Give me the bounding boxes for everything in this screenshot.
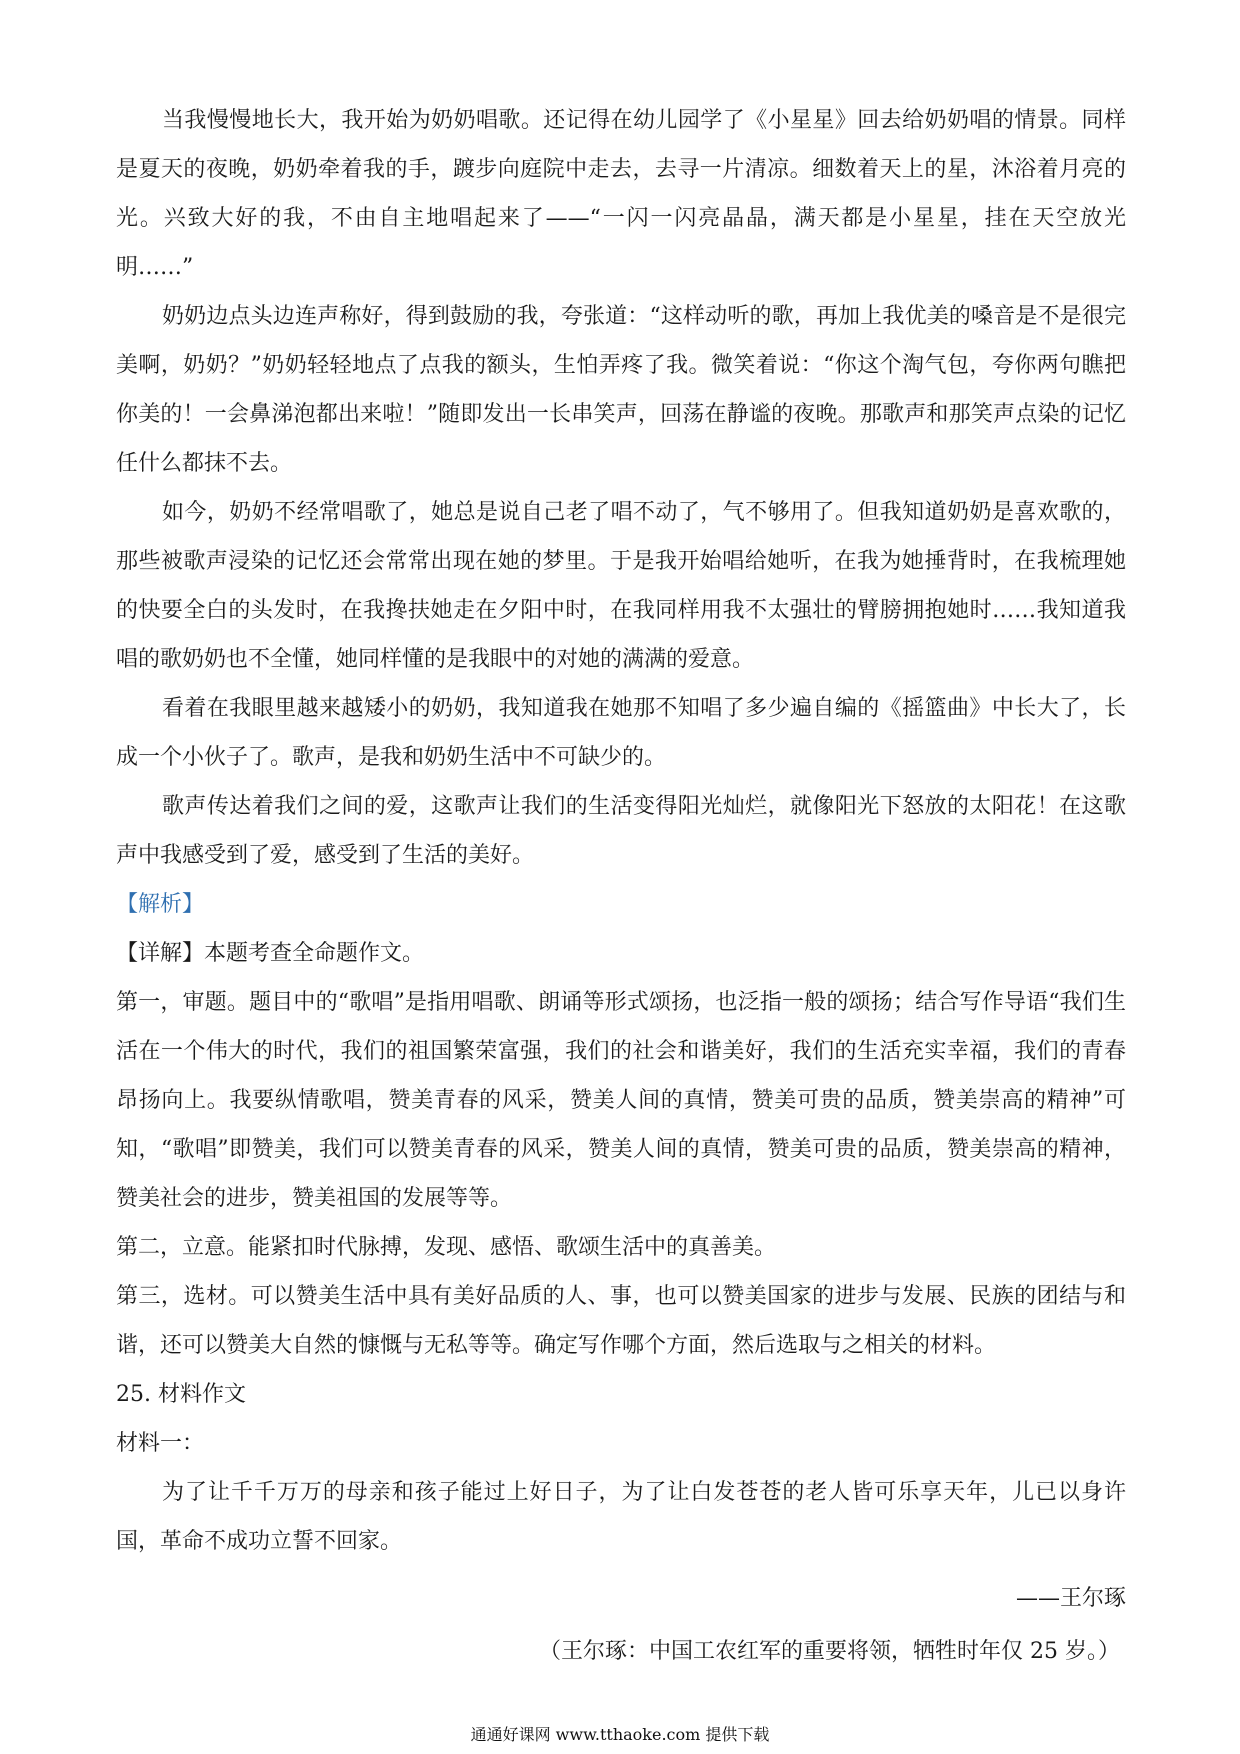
analysis-point-3: 第三，选材。可以赞美生活中具有美好品质的人、事，也可以赞美国家的进步与发展、民族的团结与和谐，还可以赞美大自然的慷慨与无私等等。确定写作哪个方面，然后选取与之相关的材料。: [116, 1284, 1126, 1358]
analysis-point-1: 第一，审题。题目中的“歌唱”是指用唱歌、朗诵等形式颂扬，也泛指一般的颂扬；结合写作导语“我们生活在一个伟大的时代，我们的祖国繁荣富强，我们的社会和谐美好，我们的生活充实幸福，我们的青春昂扬向上。我要纵情歌唱，赞美青春的风采，赞美人间的真情，赞美可贵的品质，赞美崇高的精神”可知，“歌唱”即赞美，我们可以赞美青春的风采，赞美人间的真情，赞美可贵的品质，赞美崇高的精神，赞美社会的进步，赞美祖国的发展等等。: [116, 990, 1126, 1211]
essay-paragraph-3: 如今，奶奶不经常唱歌了，她总是说自己老了唱不动了，气不够用了。但我知道奶奶是喜欢歌的，那些被歌声浸染的记忆还会常常出现在她的梦里。于是我开始唱给她听，在我为她捶背时，在我梳理她的快要全白的头发时，在我搀扶她走在夕阳中时，在我同样用我不太强壮的臂膀拥抱她时……我知道我唱的歌奶奶也不全懂，她同样懂的是我眼中的对她的满满的爱意。: [116, 500, 1126, 672]
analysis-detail: 【详解】本题考查全命题作文。: [116, 941, 425, 966]
essay-paragraph-5: 歌声传达着我们之间的爱，这歌声让我们的生活变得阳光灿烂，就像阳光下怒放的太阳花！在这歌声中我感受到了爱，感受到了生活的美好。: [116, 794, 1126, 868]
essay-paragraph-2: 奶奶边点头边连声称好，得到鼓励的我，夸张道：“这样动听的歌，再加上我优美的嗓音是不是很完美啊，奶奶？”奶奶轻轻地点了点我的额头，生怕弄疼了我。微笑着说：“你这个淘气包，夸你两句瞧把你美的！一会鼻涕泡都出来啦！”随即发出一长串笑声，回荡在静谧的夜晚。那歌声和那笑声点染的记忆任什么都抹不去。: [116, 304, 1126, 476]
essay-paragraph-1: 当我慢慢地长大，我开始为奶奶唱歌。还记得在幼儿园学了《小星星》回去给奶奶唱的情景。同样是夏天的夜晚，奶奶牵着我的手，踱步向庭院中走去，去寻一片清凉。细数着天上的星，沐浴着月亮的光。兴致大好的我，不由自主地唱起来了——“一闪一闪亮晶晶，满天都是小星星，挂在天空放光明……”: [116, 108, 1126, 280]
analysis-label: 【解析】: [116, 892, 205, 917]
quote-attribution: ——王尔琢: [1015, 1586, 1126, 1611]
question-title: 25. 材料作文: [116, 1382, 246, 1407]
footer-watermark: 通通好课网 www.tthaoke.com 提供下载: [470, 1725, 770, 1744]
analysis-point-2: 第二，立意。能紧扣时代脉搏，发现、感悟、歌颂生活中的真善美。: [116, 1235, 777, 1260]
essay-paragraph-4: 看着在我眼里越来越矮小的奶奶，我知道我在她那不知唱了多少遍自编的《摇篮曲》中长大了，长成一个小伙子了。歌声，是我和奶奶生活中不可缺少的。: [116, 696, 1126, 770]
material-label: 材料一：: [116, 1431, 205, 1456]
material-quote: 为了让千千万万的母亲和孩子能过上好日子，为了让白发苍苍的老人皆可乐享天年，儿已以身许国，革命不成功立誓不回家。: [116, 1480, 1126, 1554]
material-note: （王尔琢：中国工农红军的重要将领，牺牲时年仅 25 岁。）: [539, 1639, 1120, 1664]
page-content: [116, 96, 1126, 1676]
